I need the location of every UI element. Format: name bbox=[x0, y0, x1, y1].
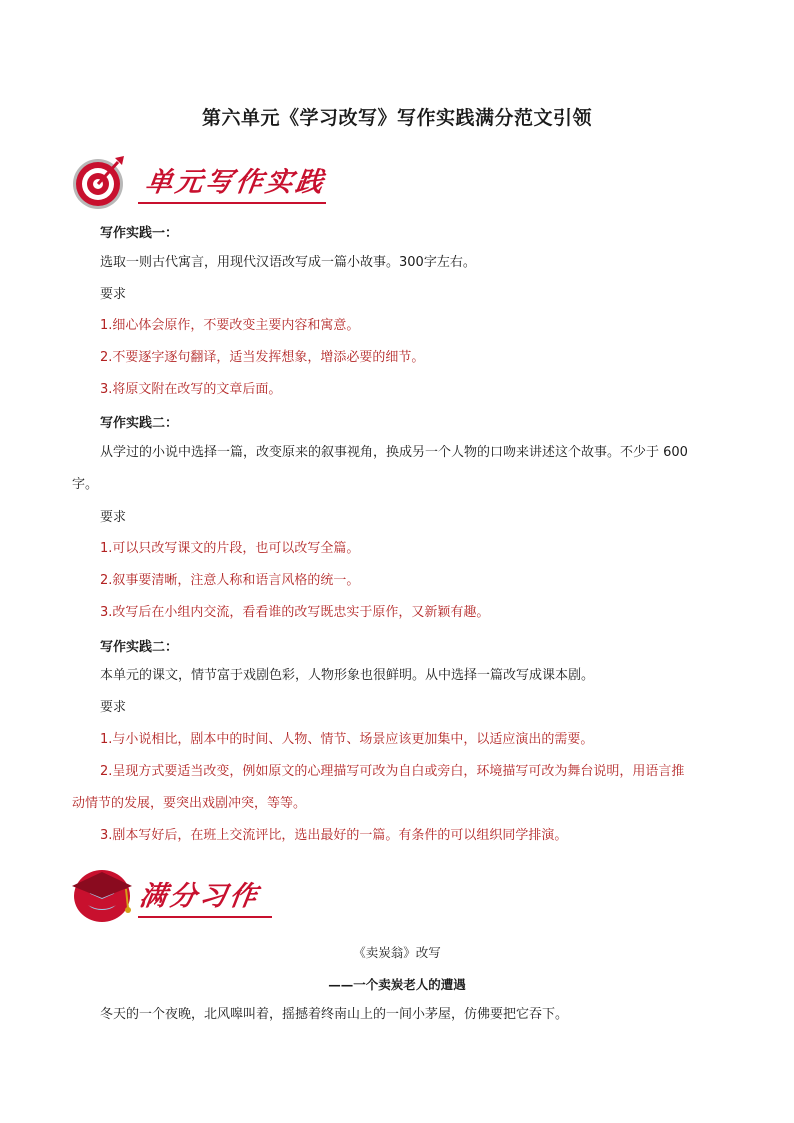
practice-1-req-3: 3.将原文附在改写的文章后面。 bbox=[100, 382, 282, 397]
practice-1-req-2: 2.不要逐字逐句翻译，适当发挥想象，增添必要的细节。 bbox=[100, 350, 425, 365]
practice-3-req-3: 3.剧本写好后，在班上交流评比，选出最好的一篇。有条件的可以组织同学排演。 bbox=[100, 828, 568, 843]
practice-1-task: 选取一则古代寓言，用现代汉语改写成一篇小故事。300字左右。 bbox=[100, 255, 476, 270]
practice-3-heading: 写作实践二： bbox=[100, 640, 179, 655]
practice-3-req-2-line-2: 动情节的发展，要突出戏剧冲突，等等。 bbox=[72, 796, 307, 811]
practice-1-heading: 写作实践一： bbox=[100, 226, 179, 241]
practice-1-req-1: 1.细心体会原作，不要改变主要内容和寓意。 bbox=[100, 318, 360, 333]
practice-1-req-label: 要求 bbox=[100, 287, 127, 302]
practice-2-task-line-2: 字。 bbox=[72, 477, 99, 492]
practice-2-req-2: 2.叙事要清晰，注意人称和语言风格的统一。 bbox=[100, 573, 360, 588]
essay-title: 《卖炭翁》改写 bbox=[353, 945, 441, 960]
graduation-cap-icon bbox=[68, 862, 138, 924]
banner-unit-writing-practice-label: 单元写作实践 bbox=[143, 167, 328, 198]
target-icon bbox=[70, 152, 130, 212]
essay-first-paragraph: 冬天的一个夜晚，北风嗥叫着，摇撼着终南山上的一间小茅屋，仿佛要把它吞下。 bbox=[100, 1007, 569, 1022]
practice-3-task: 本单元的课文，情节富于戏剧色彩，人物形象也很鲜明。从中选择一篇改写成课本剧。 bbox=[100, 668, 595, 683]
practice-2-task-line-1: 从学过的小说中选择一篇，改变原来的叙事视角，换成另一个人物的口吻来讲述这个故事。不少于 600 bbox=[100, 445, 688, 460]
practice-2-req-label: 要求 bbox=[100, 510, 127, 525]
banner-full-score-essay-label: 满分习作 bbox=[137, 881, 262, 912]
banner-underline bbox=[138, 916, 272, 918]
essay-subtitle: ——一个卖炭老人的遭遇 bbox=[328, 977, 466, 992]
practice-2-req-3: 3.改写后在小组内交流，看看谁的改写既忠实于原作，又新颖有趣。 bbox=[100, 605, 490, 620]
practice-2-heading: 写作实践二： bbox=[100, 416, 179, 431]
practice-3-req-2-line-1: 2.呈现方式要适当改变，例如原文的心理描写可改为自白或旁白，环境描写可改为舞台说明，用语言推 bbox=[100, 764, 685, 779]
banner-unit-writing-practice bbox=[68, 150, 333, 214]
page-title: 第六单元《学习改写》写作实践满分范文引领 bbox=[201, 107, 592, 129]
practice-2-req-1: 1.可以只改写课文的片段，也可以改写全篇。 bbox=[100, 541, 360, 556]
practice-3-req-label: 要求 bbox=[100, 700, 127, 715]
practice-3-req-1: 1.与小说相比，剧本中的时间、人物、情节、场景应该更加集中，以适应演出的需要。 bbox=[100, 732, 594, 747]
banner-full-score-essay bbox=[68, 862, 283, 926]
banner-underline bbox=[138, 202, 326, 204]
